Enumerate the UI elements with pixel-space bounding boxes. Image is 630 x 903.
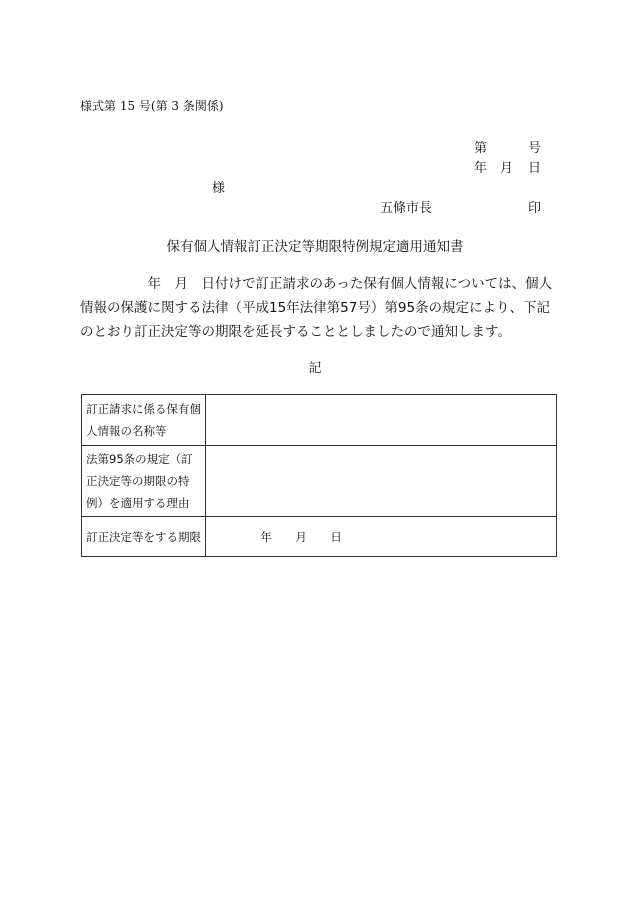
- document-title: 保有個人情報訂正決定等期限特例規定適用通知書: [166, 239, 464, 255]
- row-label-item-name: 訂正請求に係る保有個人情報の名称等: [82, 395, 206, 446]
- body-paragraph: 年 月 日付けで訂正請求のあった保有個人情報については、個人情報の保護に関する法律（平成15年法律第57号）第95条の規定により、下記のとおり訂正決定等の期限を延長することとしましたので通知します。: [80, 276, 553, 340]
- issuer-name: 五條市長: [380, 201, 433, 216]
- date-day-label: 日: [528, 161, 542, 176]
- table-row-item-name: [82, 395, 557, 446]
- row-value-item-name: [206, 395, 557, 446]
- ki-heading: 記: [308, 361, 322, 376]
- document-number-label: 第: [474, 141, 488, 156]
- row-value-reason: [206, 446, 557, 517]
- table-row-deadline: [82, 517, 557, 557]
- deadline-day-label: 日: [330, 529, 342, 544]
- seal-mark: 印: [528, 201, 542, 216]
- table-row-reason: [82, 446, 557, 517]
- form-number: 様式第 15 号(第 3 条関係): [80, 99, 224, 113]
- row-value-deadline: [206, 517, 557, 557]
- deadline-year-label: 年: [260, 529, 272, 544]
- document-number-suffix: 号: [528, 141, 542, 156]
- date-month-label: 月: [500, 161, 514, 176]
- date-year-label: 年: [474, 161, 488, 176]
- row-label-deadline: 訂正決定等をする期限: [82, 517, 206, 557]
- deadline-month-label: 月: [295, 529, 307, 544]
- details-table: [81, 394, 557, 557]
- addressee-suffix: 様: [212, 181, 226, 196]
- row-label-reason: 法第95条の規定（訂正決定等の期限の特例）を適用する理由: [82, 446, 206, 517]
